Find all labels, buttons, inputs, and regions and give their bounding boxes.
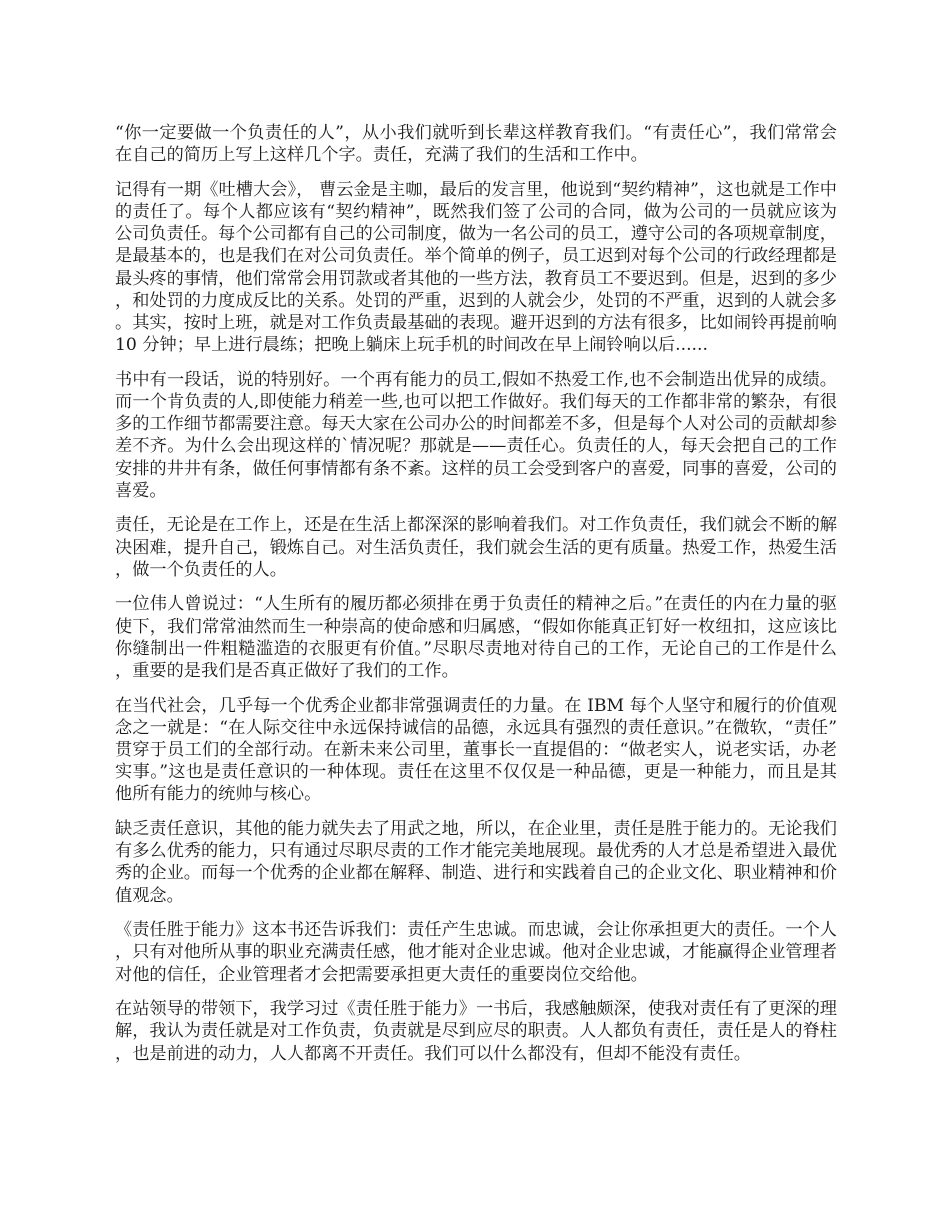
paragraph-4: 责任，无论是在工作上，还是在生活上都深深的影响着我们。对工作负责任，我们就会不断的解决困难，提升自己，锻炼自己。对生活负责任，我们就会生活的更有质量。热爱工作，热爱生活，做一个负责任的人。	[115, 515, 837, 580]
paragraph-1: “你一定要做一个负责任的人”，从小我们就听到长辈这样教育我们。“有责任心”，我们常常会在自己的简历上写上这样几个字。责任，充满了我们的生活和工作中。	[115, 123, 837, 166]
paragraph-2: 记得有一期《吐槽大会》， 曹云金是主咖，最后的发言里，他说到“契约精神”，这也就是工作中的责任了。每个人都应该有“契约精神”，既然我们签了公司的合同，做为公司的一员就应该为公司负责任。每个公司都有自己的公司制度，做为一名公司的员工，遵守公司的各项规章制度，是最基本的，也是我们在对公司负责任。举个简单的例子，员工迟到对每个公司的行政经理都是最头疼的事情，他们常常会用罚款或者其他的一些方法，教育员工不要迟到。但是，迟到的多少，和处罚的力度成反比的关系。处罚的严重，迟到的人就会少，处罚的不严重，迟到的人就会多。其实，按时上班，就是对工作负责最基础的表现。避开迟到的方法有很多，比如闹铃再提前响 10 分钟；早上进行晨练；把晚上躺床上玩手机的时间改在早上闹铃响以后......	[115, 179, 837, 356]
paragraph-5: 一位伟人曾说过：“人生所有的履历都必须排在勇于负责任的精神之后。”在责任的内在力量的驱使下，我们常常油然而生一种崇高的使命感和归属感，“假如你能真正钉好一枚纽扣，这应该比你缝制出一件粗糙滥造的衣服更有价值。”尽职尽责地对待自己的工作，无论自己的工作是什么，重要的是我们是否真正做好了我们的工作。	[115, 594, 837, 682]
paragraph-9: 在站领导的带领下，我学习过《责任胜于能力》一书后，我感触颇深，使我对责任有了更深的理解，我认为责任就是对工作负责，负责就是尽到应尽的职责。人人都负有责任，责任是人的脊柱，也是前进的动力，人人都离不开责任。我们可以什么都没有，但却不能没有责任。	[115, 999, 837, 1064]
paragraph-3: 书中有一段话，说的特别好。一个再有能力的员工,假如不热爱工作,也不会制造出优异的成绩。而一个肯负责的人,即使能力稍差一些,也可以把工作做好。我们每天的工作都非常的繁杂，有很多的工作细节都需要注意。每天大家在公司办公的时间都差不多，但是每个人对公司的贡献却参差不齐。为什么会出现这样的`情况呢？那就是——责任心。负责任的人，每天会把自己的工作安排的井井有条，做任何事情都有条不紊。这样的员工会受到客户的喜爱，同事的喜爱，公司的喜爱。	[115, 369, 837, 501]
paragraph-8: 《责任胜于能力》这本书还告诉我们：责任产生忠诚。而忠诚，会让你承担更大的责任。一个人，只有对他所从事的职业充满责任感，他才能对企业忠诚。他对企业忠诚，才能赢得企业管理者对他的信任，企业管理者才会把需要承担更大责任的重要岗位交给他。	[115, 920, 837, 985]
paragraph-6: 在当代社会，几乎每一个优秀企业都非常强调责任的力量。在 IBM 每个人坚守和履行的价值观念之一就是：“在人际交往中永远保持诚信的品德，永远具有强烈的责任意识。”在微软，“责任”贯穿于员工们的全部行动。在新未来公司里，董事长一直提倡的：“做老实人，说老实话，办老实事。”这也是责任意识的一种体现。责任在这里不仅仅是一种品德，更是一种能力，而且是其他所有能力的统帅与核心。	[115, 695, 837, 805]
paragraph-7: 缺乏责任意识，其他的能力就失去了用武之地，所以，在企业里，责任是胜于能力的。无论我们有多么优秀的能力，只有通过尽职尽责的工作才能完美地展现。最优秀的人才总是希望进入最优秀的企业。而每一个优秀的企业都在解释、制造、进行和实践着自己的企业文化、职业精神和价值观念。	[115, 819, 837, 906]
document-body	[115, 122, 837, 1077]
